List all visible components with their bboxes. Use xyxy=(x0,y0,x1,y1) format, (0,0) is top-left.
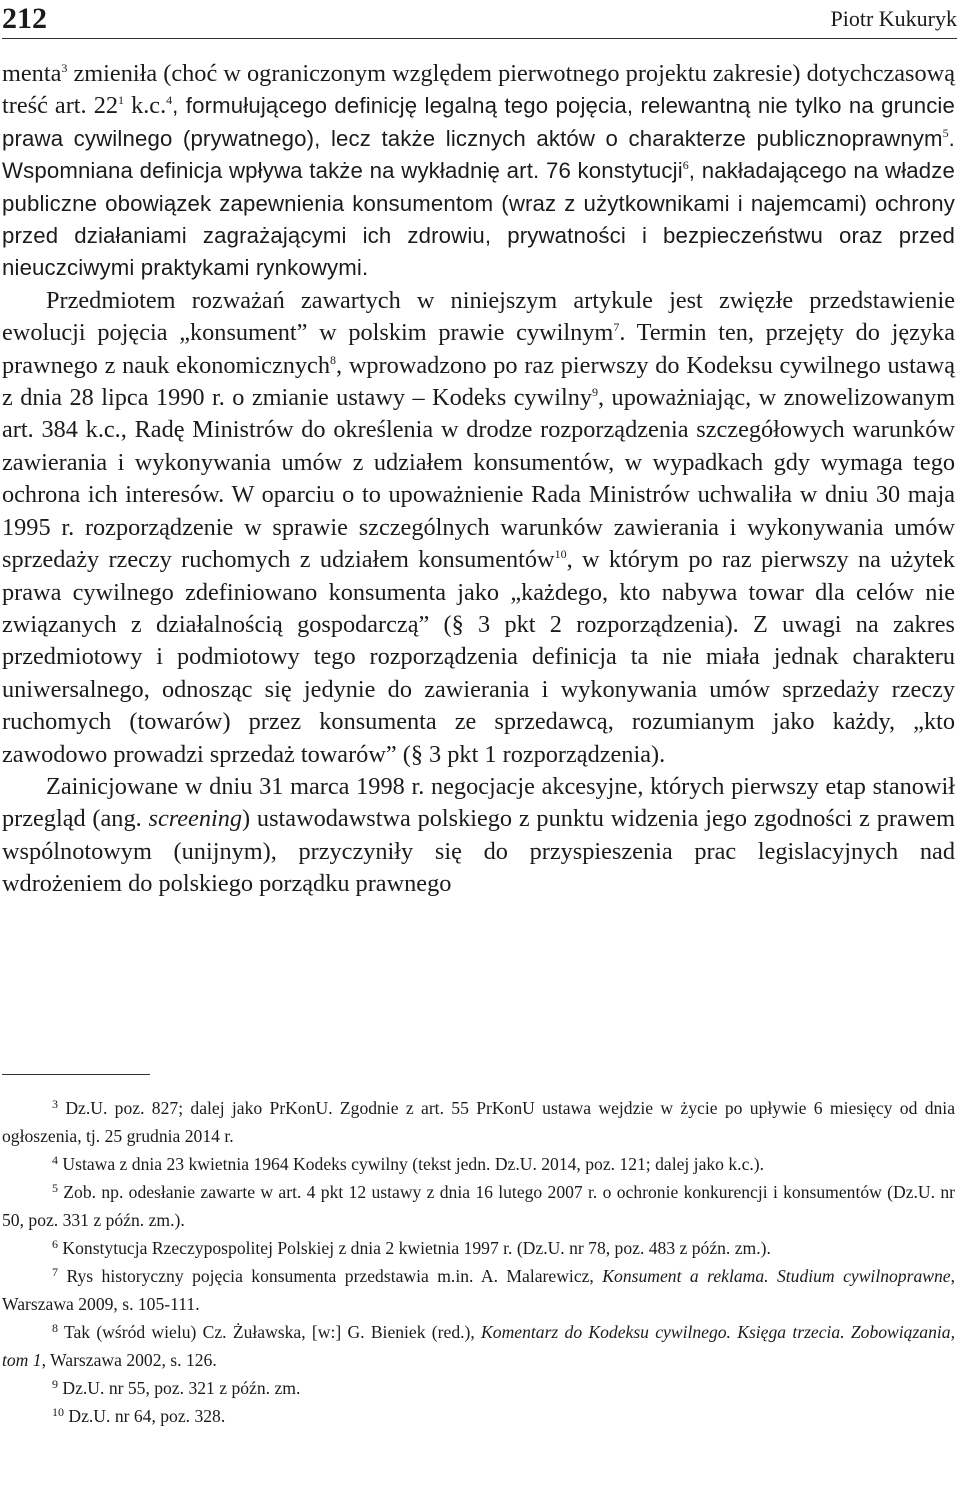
running-header xyxy=(2,0,957,36)
text-run: zmieniła (choć w ograniczonym względem pierwotnego projektu zakresie) dotychczasową treść art. 22 xyxy=(2,60,955,120)
footnote-ref-7: 7 xyxy=(613,320,620,335)
page-number: 212 xyxy=(2,2,47,35)
footnote-10 xyxy=(2,1402,955,1430)
footnote-5 xyxy=(2,1178,955,1234)
text-run: Zainicjowane w dniu 31 marca 1998 r. negocjacje akcesyjne, których pierwszy etap stanowił przegląd (ang. xyxy=(2,772,955,833)
footnote-ref-8: 8 xyxy=(329,352,336,367)
cited-title: Komentarz do Kodeksu cywilnego. Księga trzecia. Zobowiązania, tom 1 xyxy=(2,1322,955,1370)
footnote-text: Ustawa z dnia 23 kwietnia 1964 Kodeks cywilny (tekst jedn. Dz.U. 2014, poz. 121; dalej jako k.c.). xyxy=(58,1154,765,1174)
footnote-4 xyxy=(2,1150,955,1178)
footnote-ref-6: 6 xyxy=(682,158,689,173)
text-run: , upoważniając, w znowelizowanym art. 384 k.c., Radę Ministrów do określenia w drodze rozporządzenia szczegółowych warunków zawierania i wykonywania umów z udziałem konsumentów, w wypadkach gdy wymaga tego ochrona ich interesów. W oparciu o to upoważnienie Rada Ministrów uchwaliła w dniu 30 maja 1995 r. rozporządzenie w sprawie szczególnych warunków zawierania i wykonywania umów sprzedaży rzeczy ruchomych z udziałem konsumentów xyxy=(2,384,956,574)
footnote-text: Dz.U. poz. 827; dalej jako PrKonU. Zgodnie z art. 55 PrKonU ustawa wejdzie w życie po upływie 6 miesięcy od dnia ogłoszenia, tj. 25 grudnia 2014 r. xyxy=(2,1098,955,1146)
text-run: , nakładającego na władze publiczne obowiązek zapewnienia konsumentom (wraz z użytkownikami i najemcami) ochrony przed działaniami zagrażającymi ich zdrowiu, prywatności i bezpieczeństwu oraz przed nieuczciwymi praktykami rynkowymi. xyxy=(2,158,955,281)
footnote-text: , Warszawa 2002, s. 126. xyxy=(41,1350,217,1370)
footnote-ref-5: 5 xyxy=(942,125,949,140)
paragraph-1 xyxy=(2,58,955,285)
footnote-text: Tak (wśród wielu) Cz. Żuławska, [w:] G. Bieniek (red.), xyxy=(58,1322,482,1342)
footnote-separator xyxy=(2,1074,150,1075)
italic-term: screening xyxy=(148,805,243,833)
footnote-text: , Warszawa 2009, s. 105-111. xyxy=(2,1266,955,1314)
footnote-ref-3: 3 xyxy=(61,61,68,75)
header-rule xyxy=(2,38,957,39)
superscript-1: 1 xyxy=(118,93,125,108)
footnote-ref-10: 10 xyxy=(554,547,567,562)
text-run: 76 konstytucji xyxy=(539,158,683,184)
running-author: Piotr Kukuryk xyxy=(830,6,957,31)
footnote-number: 5 xyxy=(52,1181,58,1195)
footnote-7 xyxy=(2,1262,955,1318)
text-run: menta xyxy=(2,60,62,87)
paragraph-3 xyxy=(2,771,955,901)
text-run: Przedmiotem rozważań zawartych w niniejszym artykule jest zwięzłe przedstawienie ewolucji pojęcia „konsument” w polskim prawie cywilnym xyxy=(2,286,955,347)
footnote-number: 10 xyxy=(52,1405,64,1419)
footnote-number: 7 xyxy=(52,1265,58,1279)
footnote-number: 4 xyxy=(52,1153,58,1167)
cited-title: Konsument a reklama. Studium cywilnoprawne xyxy=(602,1266,951,1286)
footnote-number: 9 xyxy=(52,1377,58,1391)
footnote-number: 6 xyxy=(52,1237,58,1251)
footnote-8 xyxy=(2,1318,955,1374)
text-run: ) ustawodawstwa polskiego z punktu widzenia jego zgodności z prawem wspólnotowym (unijnym), przyczyniły się do przyspieszenia prac legislacyjnych nad wdrożeniem do polskiego porządku prawnego xyxy=(2,805,955,898)
text-run: , wprowadzono po raz pierwszy do Kodeksu cywilnego ustawą z dnia 28 lipca 1990 r. o zmianie ustawy – Kodeks cywilny xyxy=(2,351,955,412)
footnote-text: Konstytucja Rzeczypospolitej Polskiej z dnia 2 kwietnia 1997 r. (Dz.U. nr 78, poz. 483 z późn. zm.). xyxy=(58,1238,771,1258)
text-run: k.c. xyxy=(124,92,167,120)
text-run: , w którym po raz pierwszy na użytek prawa cywilnego zdefiniowano konsumenta jako „każdego, kto nabywa towar dla celów nie związanych z działalnością gospodarczą” (§ 3 pkt 2 rozporządzenia). Z uwagi na zakres przedmiotowy i podmiotowy tego rozporządzenia definicja ta nie miała jednak charakteru uniwersalnego, odnosząc się jedynie do zawierania i wykonywania umów sprzedaży rzeczy ruchomych (towarów) przez konsumenta ze sprzedawcą, rozumianym jako każdy, „kto zawodowo prowadzi sprzedaż towarów” (§ 3 pkt 1 rozporządzenia). xyxy=(2,546,955,768)
footnote-text: Dz.U. nr 55, poz. 321 z późn. zm. xyxy=(58,1378,301,1398)
footnote-3 xyxy=(2,1094,955,1150)
footnote-text: Rys historyczny pojęcia konsumenta przedstawia m.in. A. Malarewicz, xyxy=(58,1266,603,1286)
paragraph-2 xyxy=(2,285,955,771)
footnote-ref-4: 4 xyxy=(166,93,173,108)
footnote-text: Dz.U. nr 64, poz. 328. xyxy=(64,1406,226,1426)
text-run: , formułującego definicję legalną tego pojęcia, relewantną nie tylko na gruncie prawa cywilnego (prywatnego), lecz także licznych aktów o charakterze publicznoprawnym xyxy=(2,93,956,151)
text-run: . Wspomniana definicja wpływa także na wykładnię art. xyxy=(2,125,955,184)
footnote-number: 8 xyxy=(52,1321,58,1335)
footnote-9 xyxy=(2,1374,955,1402)
footnotes xyxy=(2,1094,955,1430)
footnote-text: Zob. np. odesłanie zawarte w art. 4 pkt 12 ustawy z dnia 16 lutego 2007 r. o ochronie konkurencji i konsumentów (Dz.U. nr 50, poz. 331 z późn. zm.). xyxy=(2,1182,955,1230)
footnote-6 xyxy=(2,1234,955,1262)
footnote-ref-9: 9 xyxy=(592,385,599,400)
footnote-number: 3 xyxy=(52,1097,58,1111)
main-text xyxy=(2,58,955,901)
text-run: . Termin ten, przejęty do języka prawnego z nauk ekonomicznych xyxy=(2,319,955,379)
